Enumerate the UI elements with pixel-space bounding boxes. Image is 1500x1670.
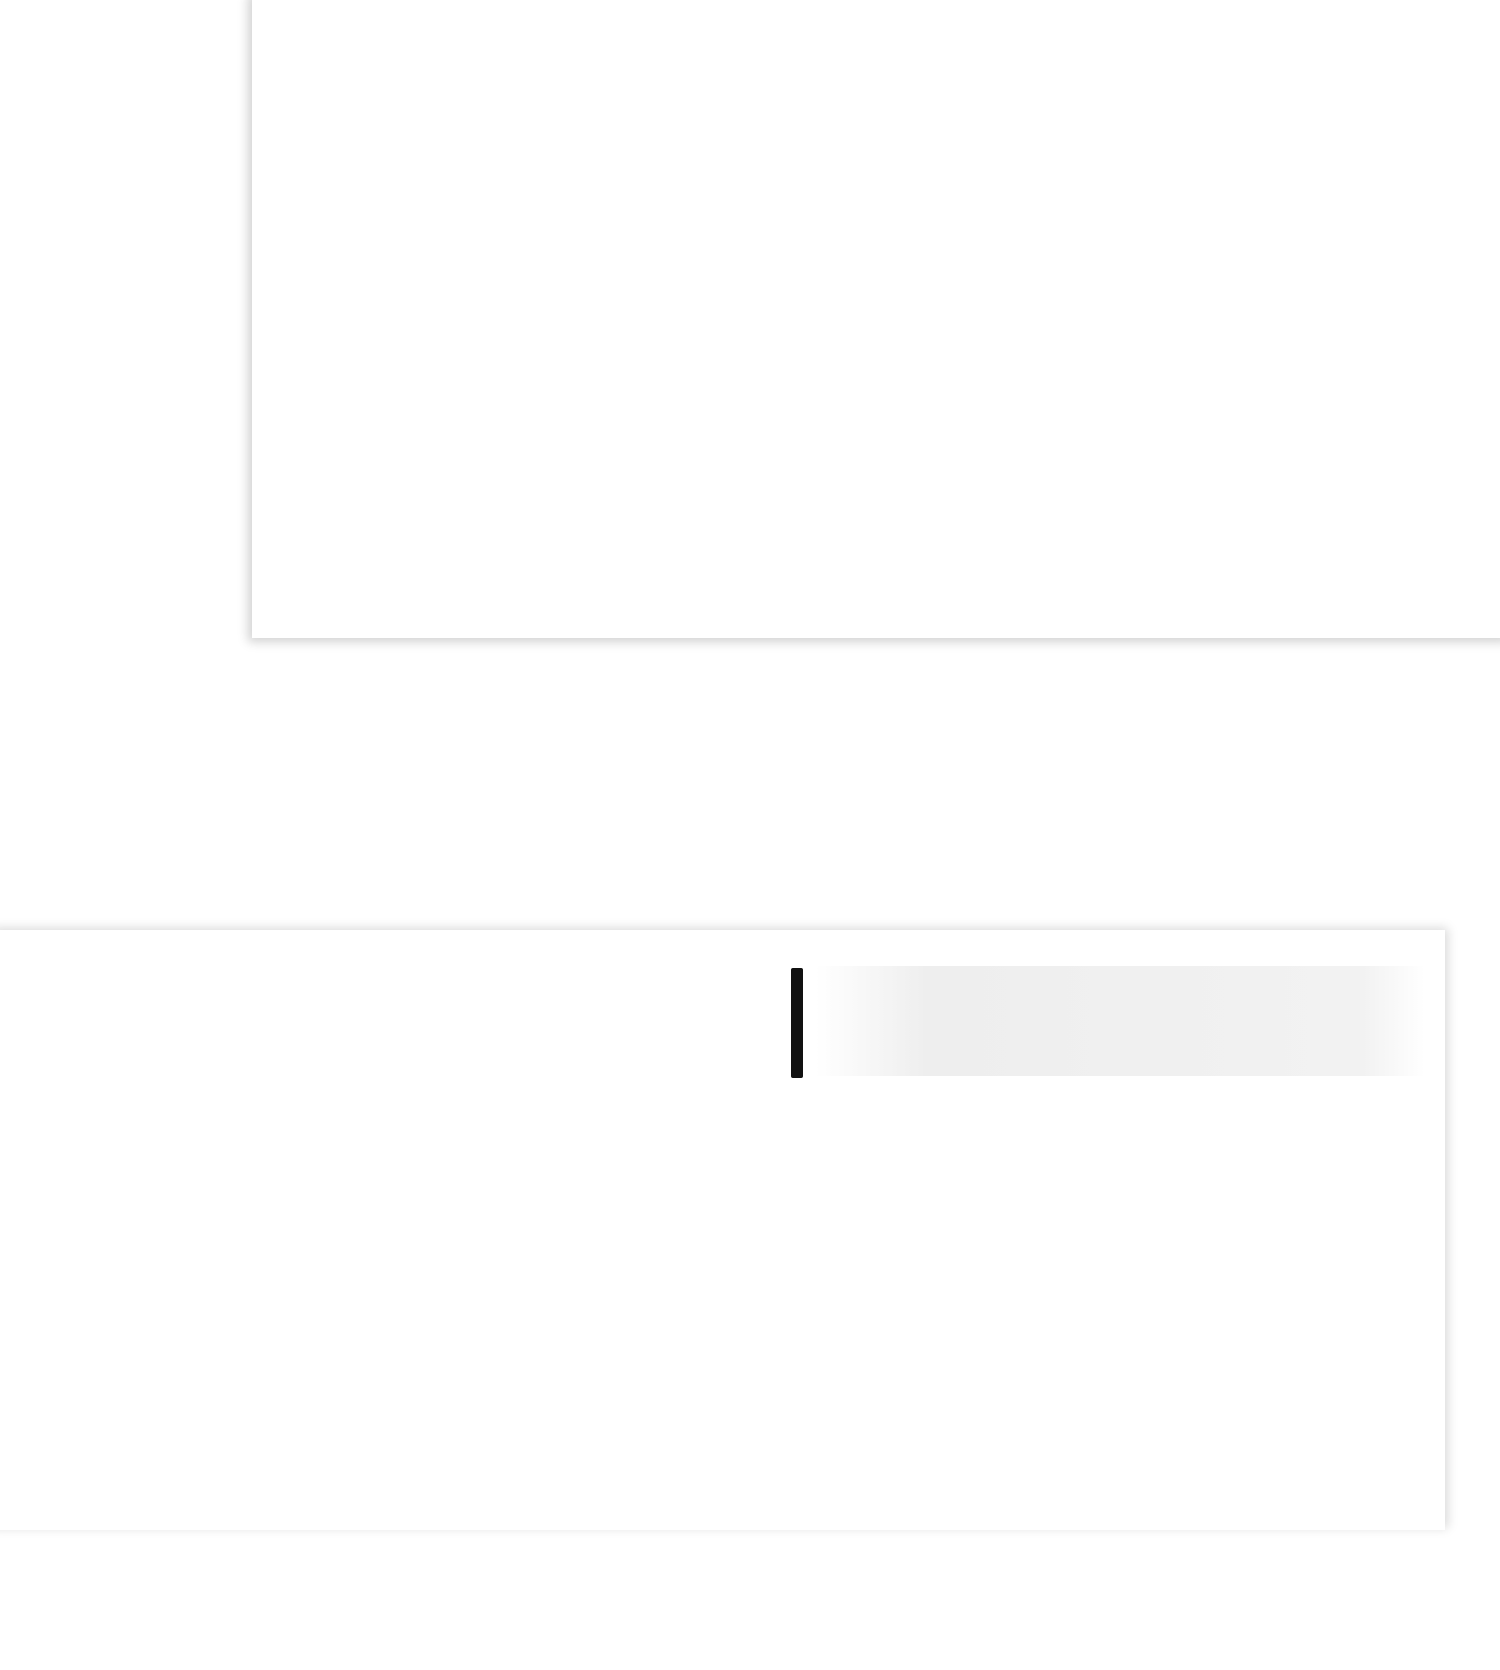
circle-of-fifths bbox=[790, 1110, 1350, 1670]
nut bbox=[791, 968, 803, 1078]
fretboard-note-map bbox=[725, 938, 1425, 1090]
top-poster-panel bbox=[252, 0, 1500, 638]
note-map-background bbox=[803, 966, 1425, 1076]
pixel-logo bbox=[70, 0, 160, 300]
